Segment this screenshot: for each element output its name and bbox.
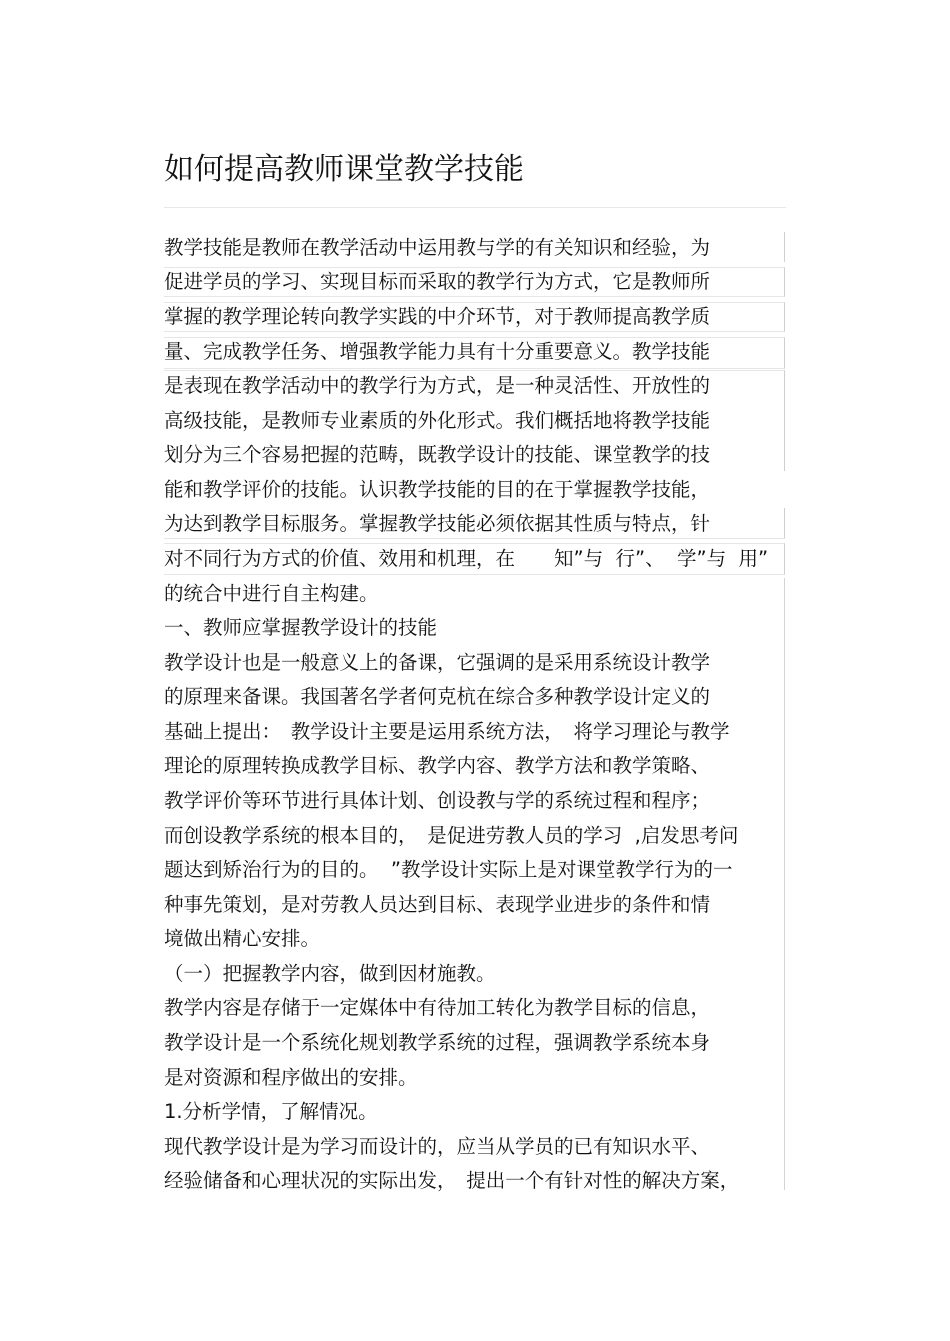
text-line: 划分为三个容易把握的范畴，既教学设计的技能、课堂教学的技	[164, 443, 711, 466]
text-line: 题达到矫治行为的目的。 ”教学设计实际上是对课堂教学行为的一	[164, 858, 733, 881]
frame-edge	[784, 578, 785, 1190]
text-line: 是对资源和程序做出的安排。	[164, 1066, 418, 1089]
text-line: 能和教学评价的技能。认识教学技能的目的在于掌握教学技能，	[164, 478, 711, 501]
text-line: 教学设计是一个系统化规划教学系统的过程，强调教学系统本身	[164, 1031, 711, 1054]
page-title: 如何提高教师课堂教学技能	[164, 152, 524, 187]
item-heading: 1.分析学情，了解情况。	[164, 1100, 378, 1123]
text-line: 教学技能是教师在教学活动中运用教与学的有关知识和经验，为	[164, 236, 711, 259]
text-line: 的原理来备课。我国著名学者何克杭在综合多种教学设计定义的	[164, 685, 711, 708]
text-line: 掌握的教学理论转向教学实践的中介环节，对于教师提高教学质	[164, 305, 711, 328]
text-line: 的统合中进行自主构建。	[164, 582, 379, 605]
text-line: 种事先策划，是对劳教人员达到目标、表现学业进步的条件和情	[164, 893, 711, 916]
subsection-heading: （一）把握教学内容，做到因材施教。	[164, 962, 496, 985]
text-line: 经验储备和心理状况的实际出发， 提出一个有针对性的解决方案，	[164, 1169, 740, 1192]
text-line: 高级技能，是教师专业素质的外化形式。我们概括地将教学技能	[164, 409, 711, 432]
text-line: 为达到教学目标服务。掌握教学技能必须依据其性质与特点，针	[164, 512, 711, 535]
text-line: 教学设计也是一般意义上的备课，它强调的是采用系统设计教学	[164, 651, 711, 674]
text-line: 基础上提出： 教学设计主要是运用系统方法， 将学习理论与教学	[164, 720, 730, 743]
text-line: 对不同行为方式的价值、效用和机理，在 知”与 行”、 学”与 用”	[164, 547, 769, 570]
section-heading: 一、教师应掌握教学设计的技能	[164, 616, 438, 639]
text-line: 现代教学设计是为学习而设计的，应当从学员的已有知识水平、	[164, 1135, 711, 1158]
text-line: 量、完成教学任务、增强教学能力具有十分重要意义。教学技能	[164, 340, 711, 363]
text-line: 境做出精心安排。	[164, 927, 321, 950]
title-divider	[164, 207, 786, 208]
text-line: 是表现在教学活动中的教学行为方式，是一种灵活性、开放性的	[164, 374, 711, 397]
text-line: 理论的原理转换成教学目标、教学内容、教学方法和教学策略、	[164, 754, 711, 777]
text-line: 教学内容是存储于一定媒体中有待加工转化为教学目标的信息，	[164, 996, 711, 1019]
text-line: 而创设教学系统的根本目的， 是促进劳教人员的学习 ,启发思考问	[164, 824, 739, 847]
text-line: 促进学员的学习、实现目标而采取的教学行为方式，它是教师所	[164, 270, 711, 293]
text-line: 教学评价等环节进行具体计划、创设教与学的系统过程和程序；	[164, 789, 711, 812]
